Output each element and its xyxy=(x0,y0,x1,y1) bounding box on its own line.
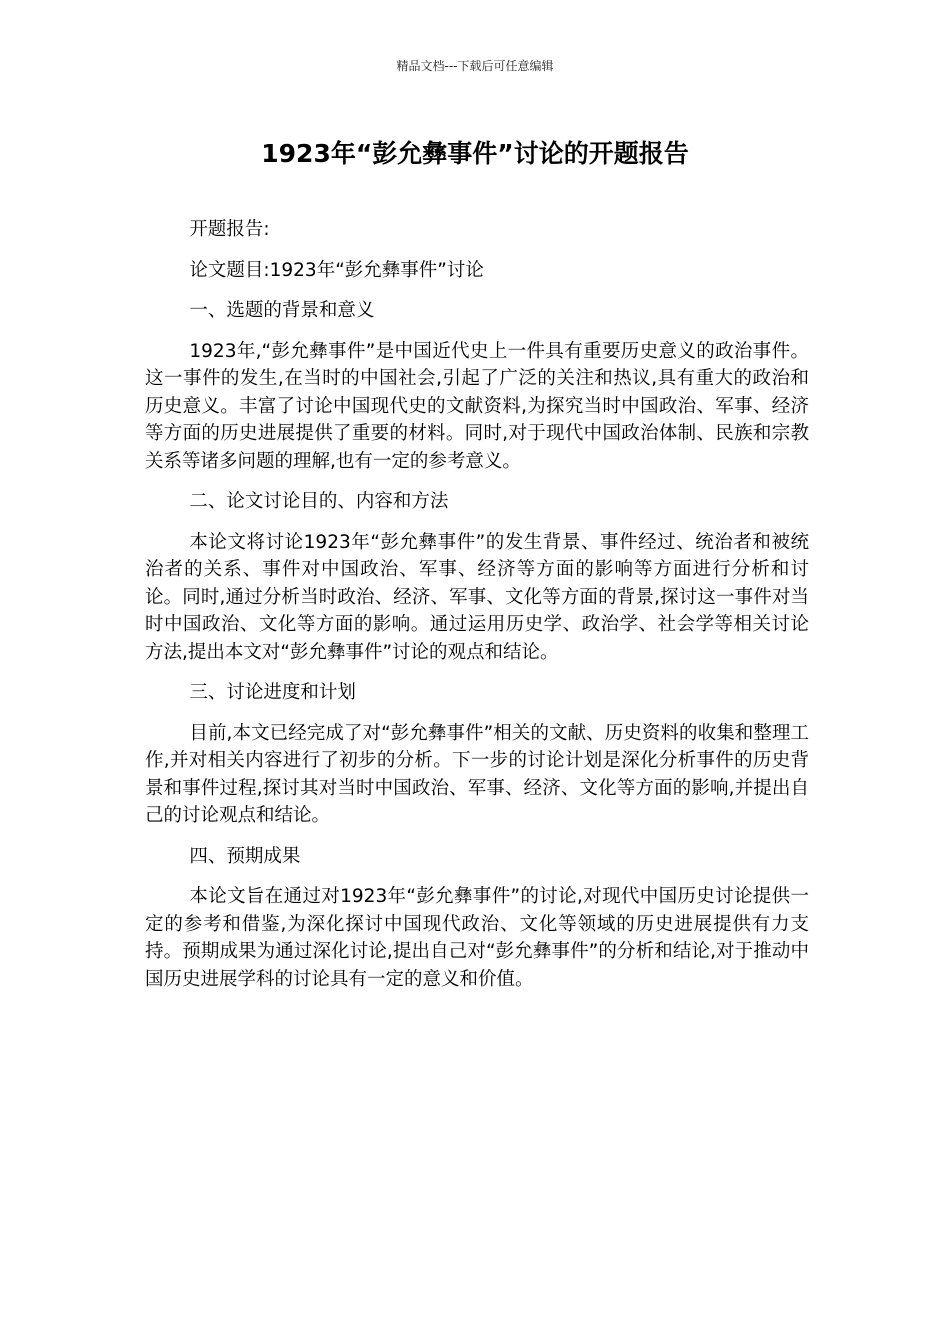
document-body xyxy=(145,216,809,1006)
document-title: 1923年“彭允彝事件”讨论的开题报告 xyxy=(261,139,689,168)
paragraph-background: 1923年,“彭允彝事件”是中国近代史上一件具有重要历史意义的政治事件。这一事件的发生,在当时的中国社会,引起了广泛的关注和热议,具有重大的政治和历史意义。丰富了讨论中国现代史的文献资料,为探究当时中国政治、军事、经济等方面的历史进展提供了重要的材料。同时,对于现代中国政治体制、民族和宗教关系等诸多问题的理解,也有一定的参考意义。 xyxy=(145,340,809,472)
report-label: 开题报告: xyxy=(189,219,270,240)
paragraph-outcomes: 本论文旨在通过对1923年“彭允彝事件”的讨论,对现代中国历史讨论提供一定的参考和借鉴,为深化探讨中国现代政治、文化等领域的历史进展提供有力支持。预期成果为通过深化讨论,提出自己对“彭允彝事件”的分析和结论,对于推动中国历史进展学科的讨论具有一定的意义和价值。 xyxy=(145,886,809,990)
section-heading-progress: 三、讨论进度和计划 xyxy=(189,682,356,703)
section-heading-outcomes: 四、预期成果 xyxy=(189,845,301,867)
section-heading-background: 一、选题的背景和意义 xyxy=(189,300,375,321)
paragraph-purpose: 本论文将讨论1923年“彭允彝事件”的发生背景、事件经过、统治者和被统治者的关系、事件对中国政治、军事、经济等方面的影响等方面进行分析和讨论。同时,通过分析当时政治、经济、军事、文化等方面的背景,探讨这一事件对当时中国政治、文化等方面的影响。通过运用历史学、政治学、社会学等相关讨论方法,提出本文对“彭允彝事件”讨论的观点和结论。 xyxy=(145,531,809,663)
paragraph-progress: 目前,本文已经完成了对“彭允彝事件”相关的文献、历史资料的收集和整理工作,并对相关内容进行了初步的分析。下一步的讨论计划是深化分析事件的历史背景和事件过程,探讨其对当时中国政治、军事、经济、文化等方面的影响,并提出自己的讨论观点和结论。 xyxy=(145,722,809,826)
thesis-topic: 论文题目:1923年“彭允彝事件”讨论 xyxy=(189,259,484,281)
section-heading-purpose: 二、论文讨论目的、内容和方法 xyxy=(189,491,449,512)
page-header-note: 精品文档---下载后可任意编辑 xyxy=(396,59,554,73)
